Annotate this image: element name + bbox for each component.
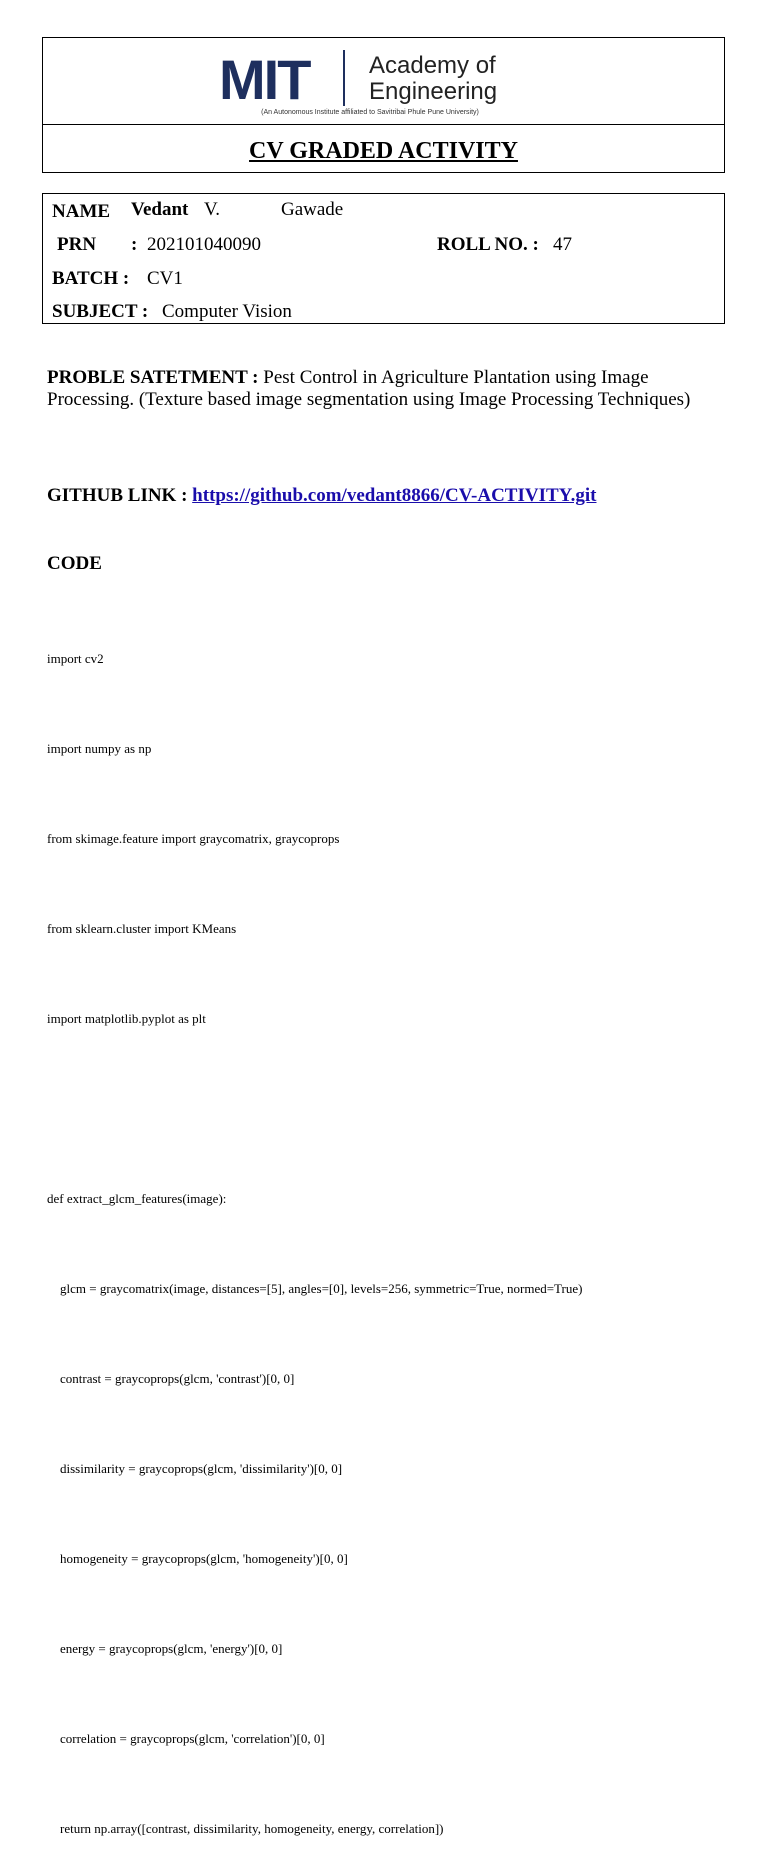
github-link[interactable]: https://github.com/vedant8866/CV-ACTIVITY.git — [192, 485, 597, 506]
code-line: dissimilarity = graycoprops(glcm, 'dissimilarity')[0, 0] — [47, 1461, 343, 1476]
name-first: Vedant — [131, 199, 189, 220]
code-line: def extract_glcm_features(image): — [47, 1191, 227, 1206]
problem-statement — [47, 367, 727, 411]
problem-text: Pest Control in Agriculture Plantation using Image Processing. (Texture based image segmentation using Image Processing Techniques) — [47, 367, 691, 410]
code-line: homogeneity = graycoprops(glcm, 'homogeneity')[0, 0] — [47, 1551, 348, 1566]
header-box — [42, 37, 725, 173]
code-line: import numpy as np — [47, 741, 152, 756]
code-line — [47, 1094, 737, 1124]
code-line: import matplotlib.pyplot as plt — [47, 1011, 206, 1026]
code-block — [47, 584, 737, 1874]
code-line: energy = graycoprops(glcm, 'energy')[0, 0] — [47, 1641, 283, 1656]
student-info-box — [42, 193, 725, 324]
logo-divider — [343, 50, 345, 106]
name-last: Gawade — [281, 199, 344, 220]
code-line: from sklearn.cluster import KMeans — [47, 921, 237, 936]
batch-value: CV1 — [147, 268, 183, 289]
logo-line-1: Academy of — [369, 52, 496, 79]
subject-label: SUBJECT : — [52, 301, 149, 322]
code-line: correlation = graycoprops(glcm, 'correlation')[0, 0] — [47, 1731, 325, 1746]
github-label: GITHUB LINK : — [47, 485, 188, 506]
prn-value: 202101040090 — [147, 234, 261, 255]
roll-label: ROLL NO. : — [437, 234, 539, 255]
code-line: return np.array([contrast, dissimilarity, homogeneity, energy, correlation]) — [47, 1821, 444, 1836]
code-line: import cv2 — [47, 651, 104, 666]
github-section — [47, 485, 727, 507]
problem-label: PROBLE SATETMENT : — [47, 367, 259, 388]
name-middle: V. — [204, 199, 221, 220]
batch-label: BATCH : — [52, 268, 130, 289]
logo-line-2: Engineering — [369, 78, 498, 105]
roll-value: 47 — [553, 234, 572, 255]
code-line: glcm = graycomatrix(image, distances=[5], angles=[0], levels=256, symmetric=True, normed=True) — [47, 1281, 583, 1296]
logo-subtitle: (An Autonomous Institute affiliated to Savitribai Phule Pune University) — [261, 109, 479, 116]
logo-row — [43, 38, 724, 125]
prn-colon: : — [131, 234, 138, 255]
name-label: NAME — [52, 201, 111, 222]
document-title: CV GRADED ACTIVITY — [249, 138, 518, 164]
code-heading: CODE — [47, 553, 102, 574]
code-line: contrast = graycoprops(glcm, 'contrast')[0, 0] — [47, 1371, 295, 1386]
code-line: from skimage.feature import graycomatrix, graycoprops — [47, 831, 340, 846]
prn-label: PRN — [57, 234, 97, 255]
institute-logo — [219, 48, 521, 120]
subject-value: Computer Vision — [162, 301, 292, 322]
logo-mark: MIT — [219, 48, 310, 111]
